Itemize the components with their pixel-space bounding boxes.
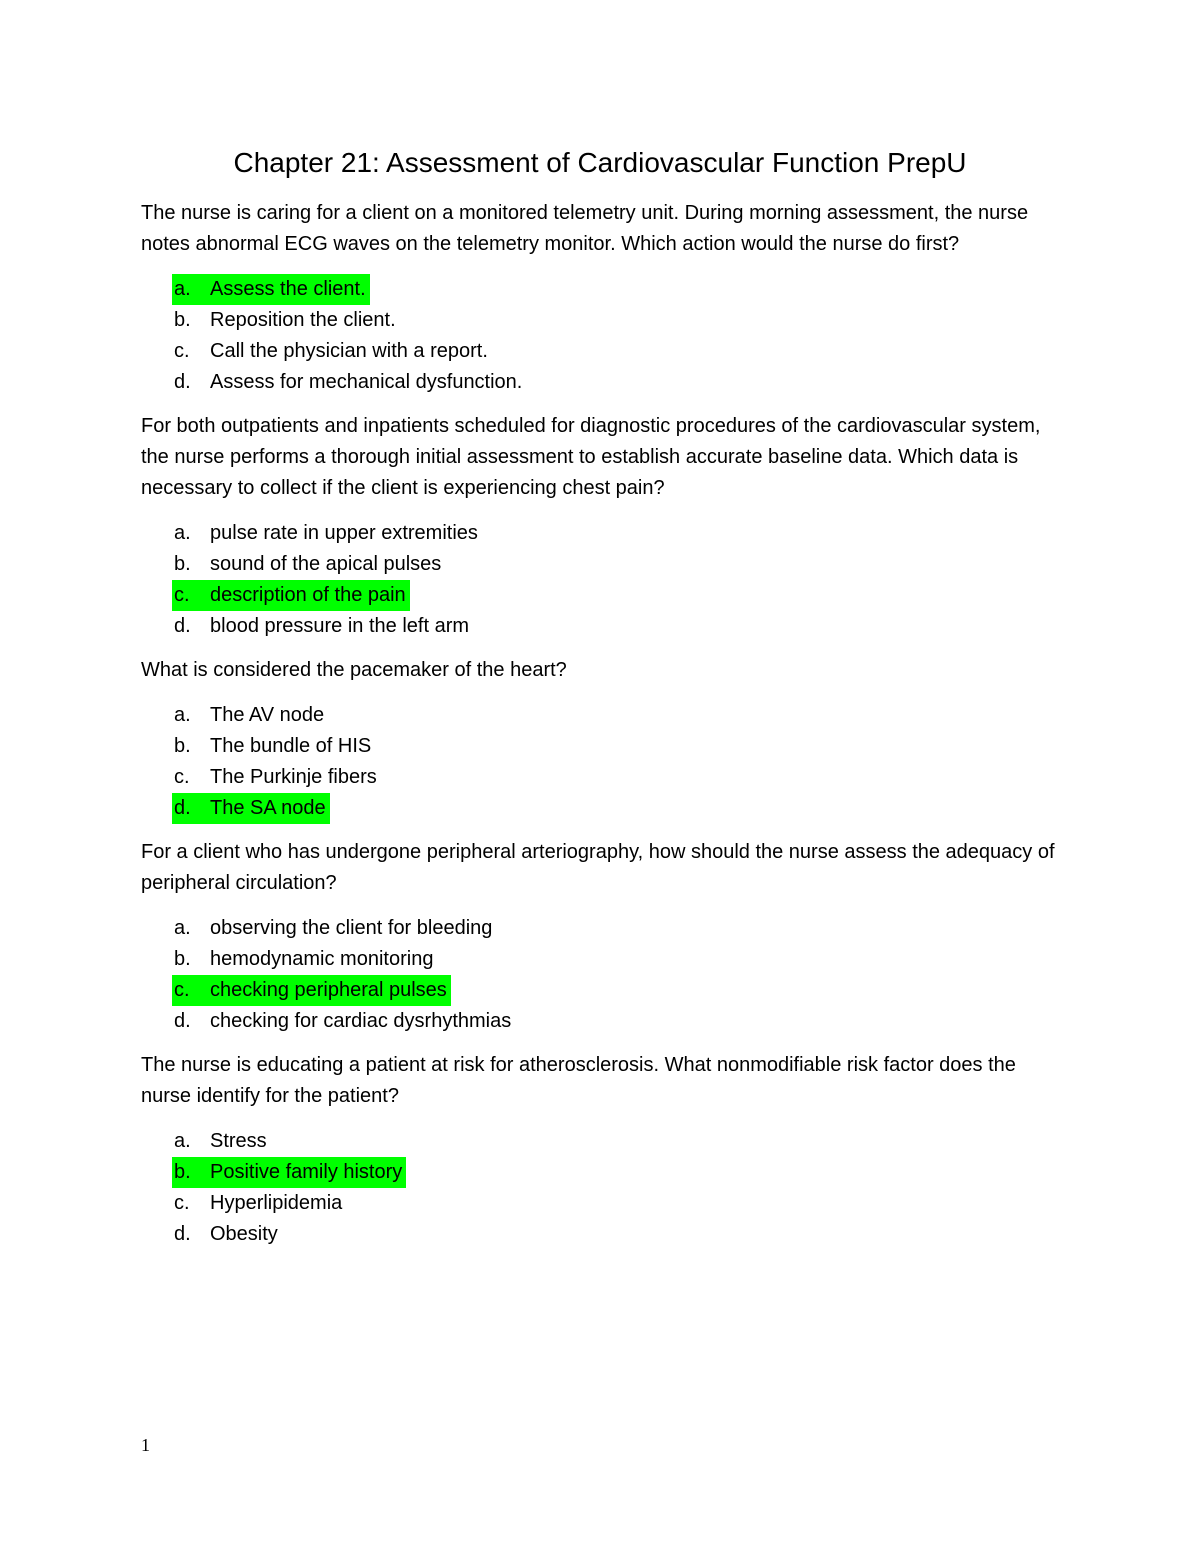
answer-option-c (174, 762, 1071, 793)
option-letter: d. (174, 615, 191, 637)
answer-text-wrap (172, 1219, 282, 1250)
answer-option-b (174, 1157, 1071, 1188)
answer-options (141, 518, 1071, 642)
correct-answer-highlight (172, 793, 330, 824)
option-text: The Purkinje fibers (210, 766, 377, 788)
option-letter: a. (174, 704, 191, 726)
option-text: The AV node (210, 704, 325, 726)
option-letter: c. (174, 979, 190, 1001)
answer-text-wrap (172, 367, 526, 398)
page-number: 1 (141, 1435, 150, 1455)
answer-options (141, 700, 1071, 824)
option-letter: c. (174, 584, 190, 606)
answer-text-wrap (172, 731, 375, 762)
question-stem: The nurse is educating a patient at risk for atherosclerosis. What nonmodifiable risk factor does the nurse identify for the patient? (141, 1054, 1016, 1107)
answer-option-d (174, 793, 1071, 824)
option-text: The bundle of HIS (210, 735, 372, 757)
answer-option-d (174, 611, 1071, 642)
answer-text-wrap (172, 1188, 346, 1219)
option-text: Call the physician with a report. (210, 340, 488, 362)
option-text: Obesity (210, 1223, 278, 1245)
option-letter: a. (174, 278, 191, 300)
answer-option-c (174, 975, 1071, 1006)
answer-text-wrap (172, 1126, 271, 1157)
option-text: Hyperlipidemia (210, 1192, 343, 1214)
answer-text-wrap (172, 762, 381, 793)
page-title: Chapter 21: Assessment of Cardiovascular Function PrepU (233, 147, 967, 178)
option-text: The SA node (210, 797, 326, 819)
answer-option-a (174, 274, 1071, 305)
option-text: Reposition the client. (210, 309, 396, 331)
question-stem: What is considered the pacemaker of the heart? (141, 659, 567, 681)
option-letter: b. (174, 1161, 191, 1183)
answer-option-a (174, 700, 1071, 731)
option-text: Assess for mechanical dysfunction. (210, 371, 523, 393)
answer-text-wrap (172, 549, 445, 580)
option-letter: d. (174, 371, 191, 393)
answer-text-wrap (172, 336, 492, 367)
answer-option-d (174, 1219, 1071, 1250)
option-text: blood pressure in the left arm (210, 615, 470, 637)
option-letter: a. (174, 1130, 191, 1152)
answer-options (141, 274, 1071, 398)
question-list (141, 198, 1071, 1263)
option-letter: d. (174, 797, 191, 819)
correct-answer-highlight (172, 1157, 406, 1188)
option-letter: d. (174, 1010, 191, 1032)
question-stem: For both outpatients and inpatients scheduled for diagnostic procedures of the cardiovascular system, the nurse performs a thorough initial assessment to establish accurate baseline data. Which data is necessary to collect if the client is experiencing chest pain? (141, 415, 1041, 499)
answer-text-wrap (172, 1006, 515, 1037)
question-3 (141, 655, 1071, 824)
answer-text-wrap (172, 305, 400, 336)
answer-text-wrap (172, 518, 482, 549)
option-text: description of the pain (210, 584, 406, 606)
answer-text-wrap (172, 913, 496, 944)
correct-answer-highlight (172, 274, 370, 305)
answer-option-c (174, 580, 1071, 611)
answer-option-b (174, 549, 1071, 580)
answer-option-b (174, 731, 1071, 762)
option-letter: b. (174, 948, 191, 970)
question-5 (141, 1050, 1071, 1250)
answer-text-wrap (172, 944, 437, 975)
answer-option-a (174, 1126, 1071, 1157)
option-letter: b. (174, 309, 191, 331)
option-letter: a. (174, 917, 191, 939)
answer-option-b (174, 944, 1071, 975)
option-text: pulse rate in upper extremities (210, 522, 478, 544)
correct-answer-highlight (172, 580, 410, 611)
answer-option-c (174, 1188, 1071, 1219)
question-4 (141, 837, 1071, 1037)
answer-option-b (174, 305, 1071, 336)
option-letter: d. (174, 1223, 191, 1245)
option-text: Assess the client. (210, 278, 366, 300)
option-letter: b. (174, 735, 191, 757)
option-letter: c. (174, 340, 190, 362)
question-1 (141, 198, 1071, 398)
option-text: Stress (210, 1130, 267, 1152)
option-letter: c. (174, 766, 190, 788)
option-letter: a. (174, 522, 191, 544)
answer-text-wrap (172, 700, 328, 731)
option-text: hemodynamic monitoring (210, 948, 434, 970)
question-stem: The nurse is caring for a client on a monitored telemetry unit. During morning assessment, the nurse notes abnormal ECG waves on the telemetry monitor. Which action would the nurse do first? (141, 202, 1029, 255)
answer-option-a (174, 518, 1071, 549)
option-text: observing the client for bleeding (210, 917, 493, 939)
question-stem: For a client who has undergone peripheral arteriography, how should the nurse assess the adequacy of peripheral circulation? (141, 841, 1055, 894)
answer-option-d (174, 1006, 1071, 1037)
option-text: sound of the apical pulses (210, 553, 442, 575)
answer-options (141, 1126, 1071, 1250)
option-letter: c. (174, 1192, 190, 1214)
answer-text-wrap (172, 611, 473, 642)
option-text: checking for cardiac dysrhythmias (210, 1010, 512, 1032)
option-letter: b. (174, 553, 191, 575)
answer-option-a (174, 913, 1071, 944)
option-text: checking peripheral pulses (210, 979, 447, 1001)
question-2 (141, 411, 1071, 642)
correct-answer-highlight (172, 975, 451, 1006)
answer-options (141, 913, 1071, 1037)
answer-option-c (174, 336, 1071, 367)
answer-option-d (174, 367, 1071, 398)
option-text: Positive family history (210, 1161, 403, 1183)
